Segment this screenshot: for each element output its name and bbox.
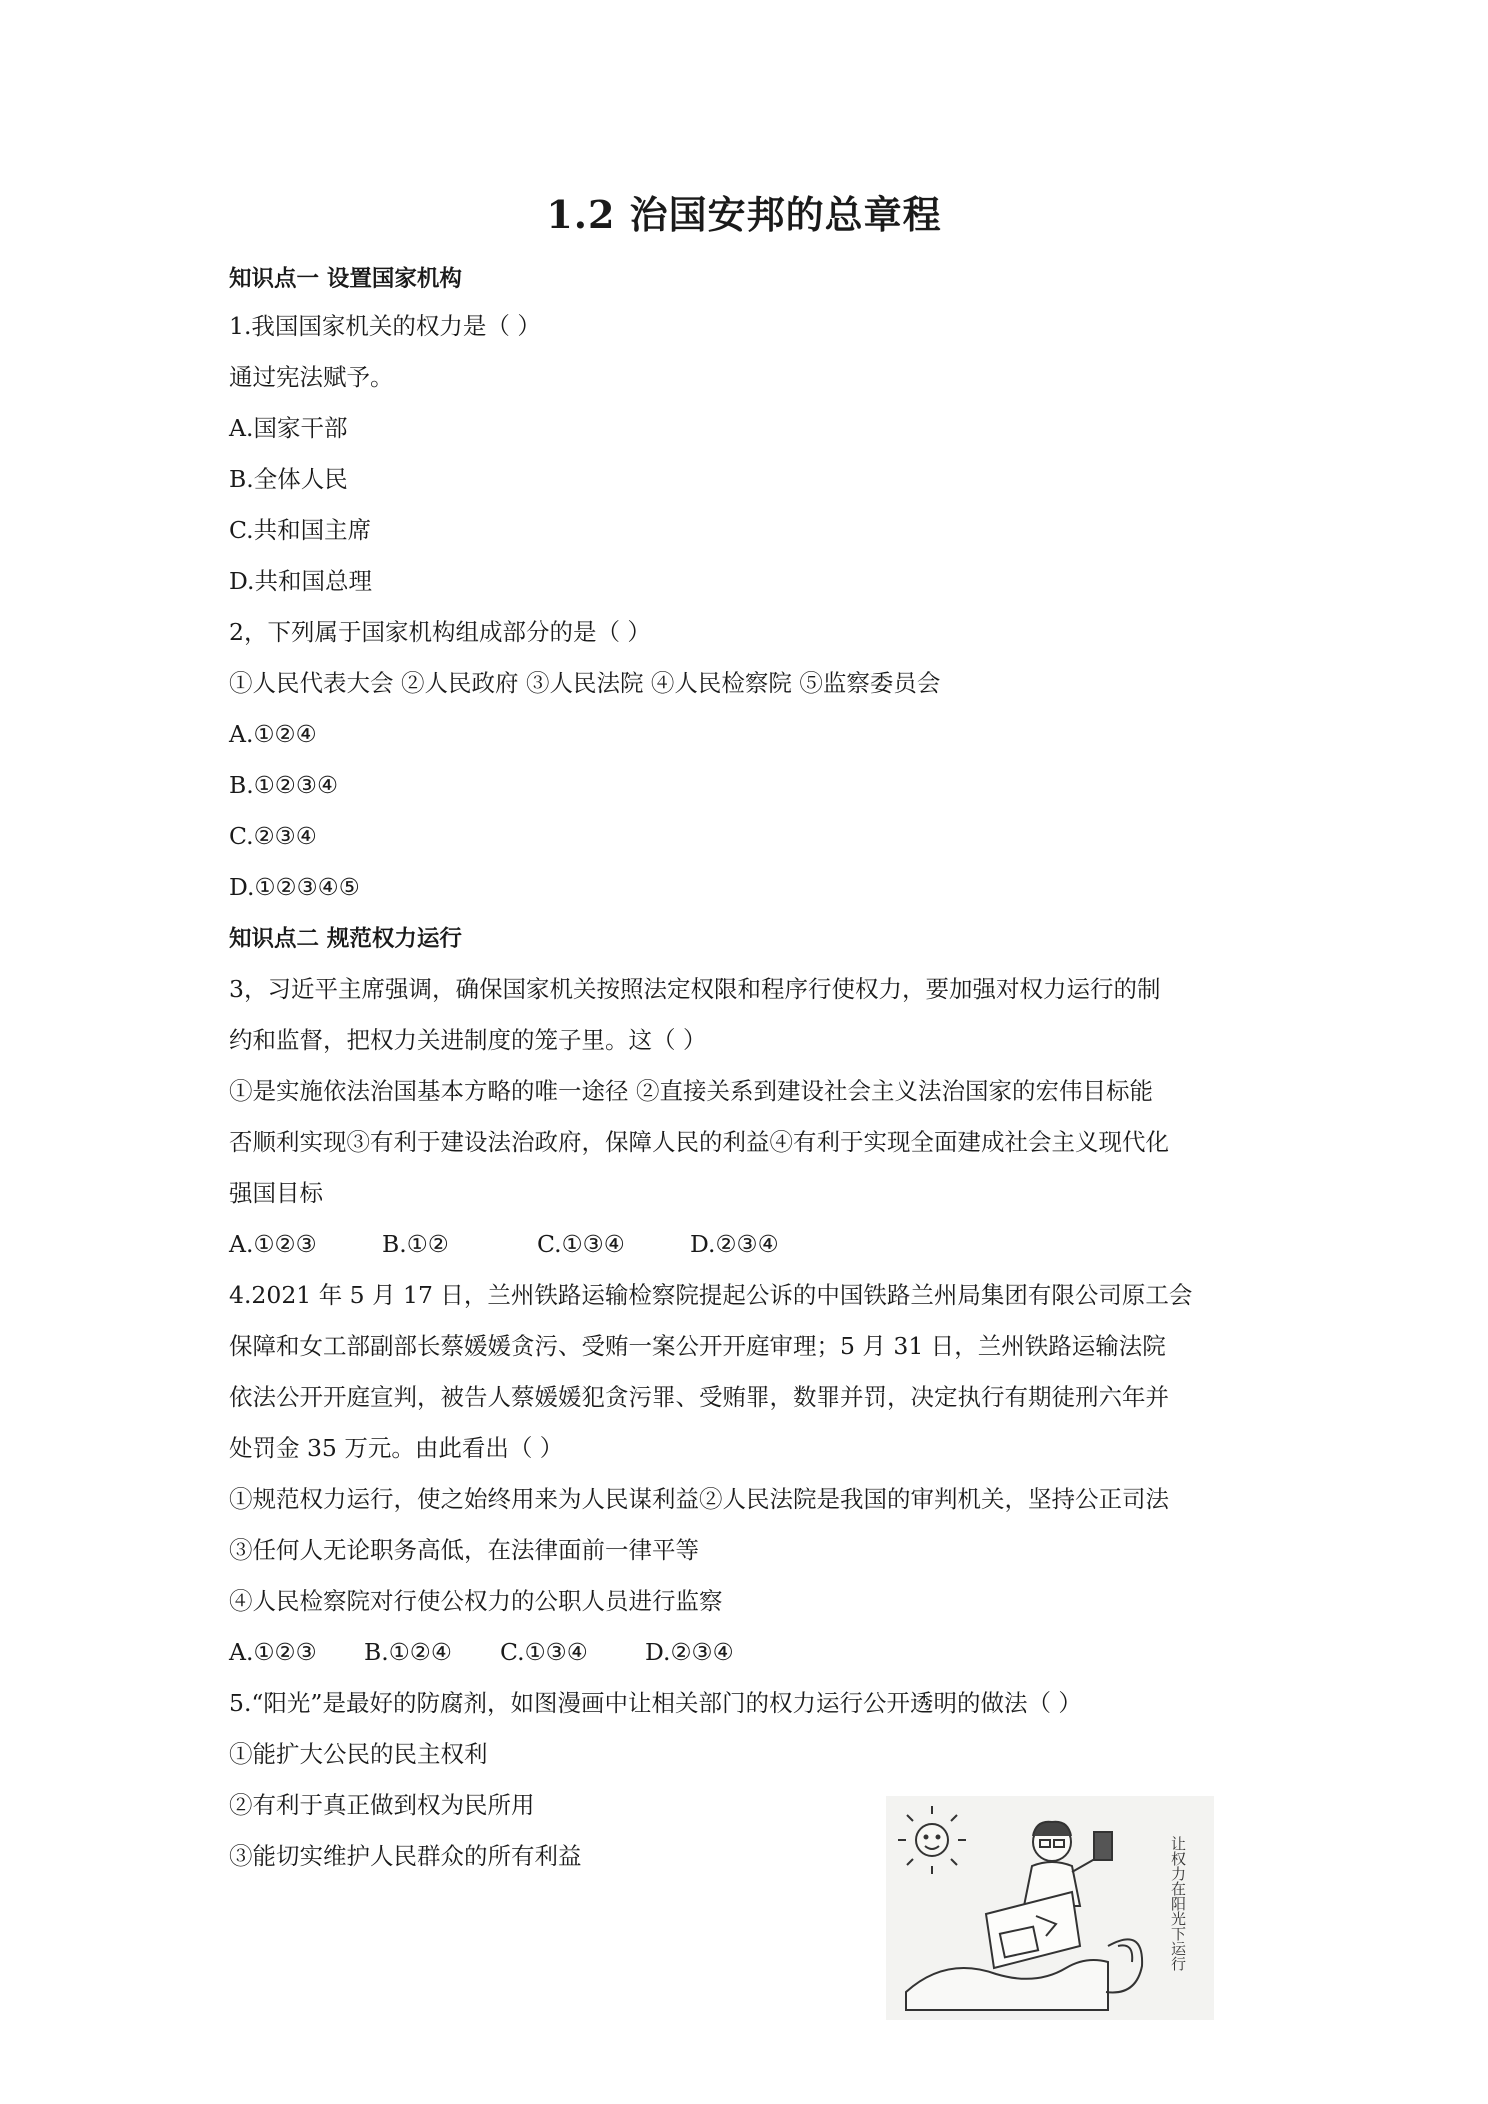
cartoon-caption: 让权力在阳光下运行 [1169,1836,1187,1971]
q3-line-5: 强国目标 [229,1179,323,1207]
q1-stem: 1.我国国家机关的权力是（ ） [229,312,541,340]
q4-option-c: C.①③④ [500,1638,588,1666]
q2-option-c: C.②③④ [229,822,317,850]
q3-line-1: 3，习近平主席强调，确保国家机关按照法定权限和程序行使权力，要加强对权力运行的制 [229,975,1161,1003]
q3-option-d: D.②③④ [690,1230,779,1258]
q4-line-1: 4.2021 年 5 月 17 日，兰州铁路运输检察院提起公诉的中国铁路兰州局集团有限公司原工会 [229,1281,1193,1309]
q3-option-b: B.①② [382,1230,449,1258]
page-title: 1.2 治国安邦的总章程 [546,192,942,237]
q1-option-d: D.共和国总理 [229,567,372,595]
section-heading-1: 知识点一 设置国家机构 [229,266,462,292]
q4-option-a: A.①②③ [229,1638,317,1666]
q2-option-a: A.①②④ [229,720,317,748]
q4-line-7: ④人民检察院对行使公权力的公职人员进行监察 [229,1587,723,1615]
q3-option-c: C.①③④ [537,1230,625,1258]
q3-line-2: 约和监督，把权力关进制度的笼子里。这（ ） [229,1026,707,1054]
q3-options [229,1227,1269,1261]
q1-option-a: A.国家干部 [229,414,348,442]
q2-option-b: B.①②③④ [229,771,339,799]
q5-item-3: ③能切实维护人民群众的所有利益 [229,1842,582,1870]
q2-stem: 2，下列属于国家机构组成部分的是（ ） [229,618,651,646]
section-heading-2: 知识点二 规范权力运行 [229,926,462,952]
q3-line-3: ①是实施依法治国基本方略的唯一途径 ②直接关系到建设社会主义法治国家的宏伟目标能 [229,1077,1153,1105]
q1-option-c: C.共和国主席 [229,516,372,544]
q4-options [229,1635,1269,1669]
q4-line-3: 依法公开开庭宣判，被告人蔡媛媛犯贪污罪、受贿罪，数罪并罚，决定执行有期徒刑六年并 [229,1383,1169,1411]
q4-line-4: 处罚金 35 万元。由此看出（ ） [229,1434,564,1462]
q3-line-4: 否顺利实现③有利于建设法治政府，保障人民的利益④有利于实现全面建成社会主义现代化 [229,1128,1169,1156]
q5-item-2: ②有利于真正做到权为民所用 [229,1791,535,1819]
q2-option-d: D.①②③④⑤ [229,873,360,901]
q5-item-1: ①能扩大公民的民主权利 [229,1740,488,1768]
q2-items: ①人民代表大会 ②人民政府 ③人民法院 ④人民检察院 ⑤监察委员会 [229,669,941,697]
q4-line-6: ③任何人无论职务高低，在法律面前一律平等 [229,1536,699,1564]
q4-option-b: B.①②④ [364,1638,452,1666]
q4-option-d: D.②③④ [645,1638,734,1666]
q4-line-5: ①规范权力运行，使之始终用来为人民谋利益②人民法院是我国的审判机关，坚持公正司法 [229,1485,1169,1513]
q1-stem-continuation: 通过宪法赋予。 [229,363,394,391]
sunshine-cartoon [886,1796,1214,2020]
q1-option-b: B.全体人民 [229,465,348,493]
q4-line-2: 保障和女工部副部长蔡媛媛贪污、受贿一案公开开庭审理；5 月 31 日，兰州铁路运输法院 [229,1332,1166,1360]
q5-stem: 5.“阳光”是最好的防腐剂，如图漫画中让相关部门的权力运行公开透明的做法（ ） [229,1689,1082,1717]
q3-option-a: A.①②③ [229,1230,317,1258]
